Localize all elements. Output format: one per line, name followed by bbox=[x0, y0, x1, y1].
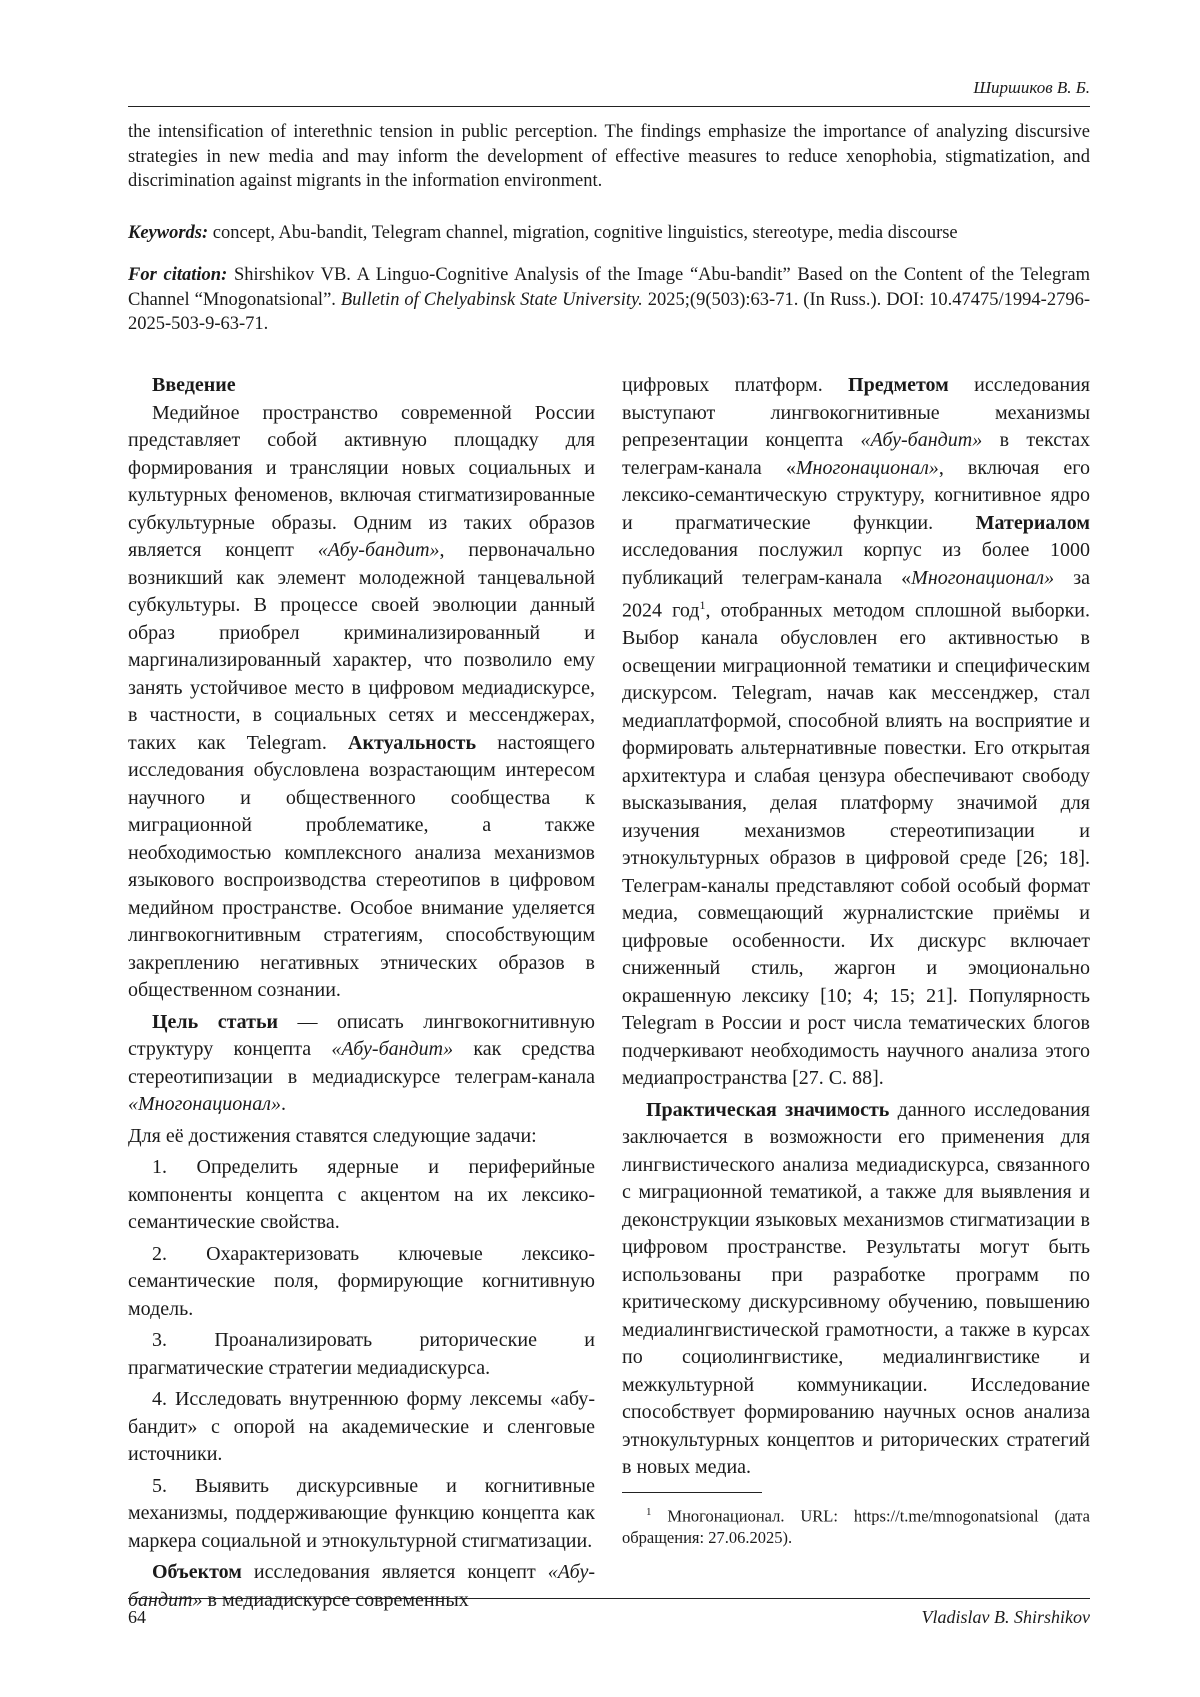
task-item: 5. Выявить дискурсивные и когнитивные механизмы, поддерживающие функцию концепта как маркера социальной и этнокультурной стигматизации. bbox=[128, 1474, 595, 1552]
footnote-ref: 1 bbox=[699, 598, 706, 612]
running-head: Ширшиков В. Б. bbox=[128, 78, 1090, 107]
subject-paragraph: цифровых платформ. Предметом исследования выступают лингвокогнитивные механизмы репрезентации концепта «Абу-бандит» в текстах телеграм-канала «Многонационал», включая его лексико-семантическую структуру, когнитивное ядро и прагматические функции. Материалом исследования послужил корпус из более 1000 публикаций телеграм-канала «Многонационал» за 2024 год$^1$, отобранных методом сплошной выборки. Выбор канала обусловлен его активностью в освещении миграционной тематики и специфическим дискурсом. Telegram, начав как мессенджер, стал медиаплатформой, способной влиять на восприятие и формировать альтернативные повестки. Его открытая архитектура и слабая цензура обеспечивают свободу высказывания, делая платформу значимой для изучения механизмов стереотипизации и этнокультурных образов в цифровой среде [26; 18]. Телеграм-каналы представляют собой особый формат медиа, совмещающий журналистские приёмы и цифровые особенности. Их дискурс включает сниженный стиль, жаргон и эмоционально окрашенную лексику [10; 4; 15; 21]. Популярность Telegram в России и рост числа тематических блогов подчеркивают необходимость научного анализа этого медиапространства [27. С. 88]. bbox=[622, 374, 1091, 1090]
keywords-label: Keywords: bbox=[128, 223, 209, 243]
right-column bbox=[622, 372, 1090, 1553]
tasks-intro: Для её достижения ставятся следующие задачи: bbox=[128, 1124, 537, 1147]
page-number: 64 bbox=[128, 1607, 146, 1627]
citation-label: For citation: bbox=[128, 265, 228, 285]
citation bbox=[128, 263, 1090, 337]
citation-details: 2025;(9(503):63-71. (In Russ.). DOI: 10.47475/1994-2796-2025-503-9-63-71. bbox=[128, 289, 1091, 334]
task-item: 2. Охарактеризовать ключевые лексико-семантические поля, формирующие когнитивную модель. bbox=[128, 1242, 595, 1320]
goal-paragraph: Цель статьи — описать лингвокогнитивную структуру концепта «Абу-бандит» как средства стереотипизации в медиадискурсе телеграм-канала «Многонационал». bbox=[128, 1010, 595, 1115]
task-item: 3. Проанализировать риторические и прагматические стратегии медиадискурса. bbox=[128, 1329, 595, 1379]
keywords bbox=[128, 221, 1090, 246]
footnote-divider bbox=[622, 1492, 762, 1493]
task-item: 1. Определить ядерные и периферийные компоненты концепта с акцентом на их лексико-семантические свойства. bbox=[128, 1156, 595, 1233]
section-heading: Введение bbox=[152, 374, 236, 396]
object-paragraph: Объектом исследования является концепт «Абу-бандит» в медиадискурсе современных bbox=[128, 1561, 595, 1611]
footnote: $^1$ Многонационал. URL: https://t.me/mnogonatsional (дата обращения: 27.06.2025). bbox=[622, 1505, 1090, 1548]
left-column bbox=[128, 372, 595, 1618]
intro-paragraph: Медийное пространство современной России представляет собой активную площадку для формирования и трансляции новых социальных и культурных феноменов, включая стигматизированные субкультурные образы. Одним из таких образов является концепт «Абу-бандит», первоначально возникший как элемент молодежной танцевальной субкультуры. В процессе своей эволюции данный образ приобрел криминализированный и маргинализированный характер, что позволило ему занять устойчивое место в цифровом медиадискурсе, в частности, в социальных сетях и мессенджерах, таких как Telegram. Актуальность настоящего исследования обусловлена возрастающим интересом научного и общественного сообщества к миграционной проблематике, а также необходимостью комплексного анализа механизмов языкового воспроизводства стереотипов в цифровом медийном пространстве. Особое внимание уделяется лингвокогнитивным стратегиям, способствующим закреплению негативных этнических образов в общественном сознании. bbox=[128, 401, 596, 1001]
citation-text: Shirshikov VB. A Linguo-Cognitive Analysis of the Image “Abu-bandit” Based on the Content of the Telegram Channel “Mnogonatsional”. bbox=[128, 265, 1091, 310]
abstract-continuation: the intensification of interethnic tension in public perception. The findings emphasize the importance of analyzing discursive strategies in new media and may inform the development of effective measures to reduce xenophobia, stigmatization, and discrimination against migrants in the information environment. bbox=[128, 122, 1090, 191]
significance-paragraph: Практическая значимость данного исследования заключается в возможности его применения для лингвистического анализа медиадискурса, связанного с миграционной тематикой, а также для выявления и деконструкции языковых механизмов стигматизации в цифровом пространстве. Результаты могут быть использованы при разработке программ по критическому дискурсивному обучению, повышению медиалингвистической грамотности, а также в курсах по социолингвистике, медиалингвистике и межкультурной коммуникации. Исследование способствует формированию научных основ анализа этнокультурных концептов и риторических стратегий в новых медиа. bbox=[622, 1098, 1090, 1479]
task-item: 4. Исследовать внутреннюю форму лексемы «абу-бандит» с опорой на академические и сленговые источники. bbox=[128, 1388, 595, 1465]
footer-author: Vladislav B. Shirshikov bbox=[921, 1607, 1090, 1627]
citation-journal: Bulletin of Chelyabinsk State University. bbox=[340, 289, 643, 310]
keywords-text: concept, Abu-bandit, Telegram channel, migration, cognitive linguistics, stereotype, media discourse bbox=[212, 223, 958, 243]
page-footer bbox=[128, 1598, 1090, 1628]
